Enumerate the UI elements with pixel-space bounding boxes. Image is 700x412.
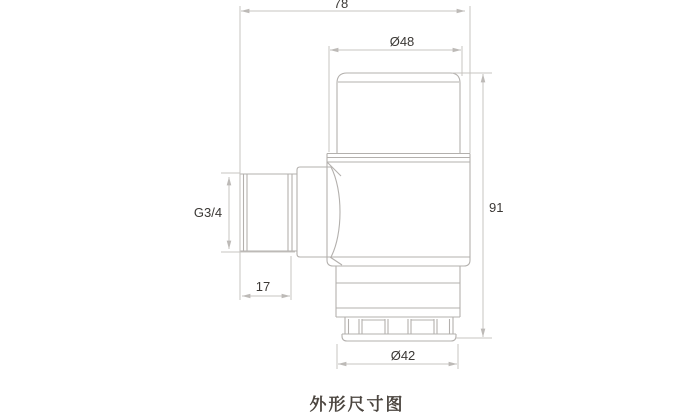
dim-label-side-thread-length: 17 xyxy=(255,279,271,294)
dim-label-overall-width: 78 xyxy=(333,0,349,11)
dim-label-cap-diameter: Ø48 xyxy=(389,34,415,49)
dim-label-side-thread: G3/4 xyxy=(193,205,223,220)
valve-inlet-section xyxy=(336,266,460,317)
dim-overall-width xyxy=(240,0,470,300)
valve-slotted-ring xyxy=(342,317,456,341)
valve-side-nipple xyxy=(240,174,297,251)
valve-outline xyxy=(240,73,470,341)
dim-cap-diameter xyxy=(329,34,462,152)
dim-side-thread-length xyxy=(242,256,291,300)
dimension-annotations xyxy=(194,0,504,369)
valve-side-boss xyxy=(297,162,342,265)
valve-body xyxy=(327,162,470,266)
drawing-caption: 外形尺寸图 xyxy=(309,395,405,412)
valve-bonnet-flange xyxy=(327,154,470,163)
valve-cap xyxy=(337,73,460,153)
dim-label-inlet-diameter: Ø42 xyxy=(390,348,416,363)
dim-side-thread xyxy=(194,173,295,252)
dim-inlet-diameter xyxy=(337,344,458,369)
dim-label-overall-height: 91 xyxy=(489,200,504,215)
